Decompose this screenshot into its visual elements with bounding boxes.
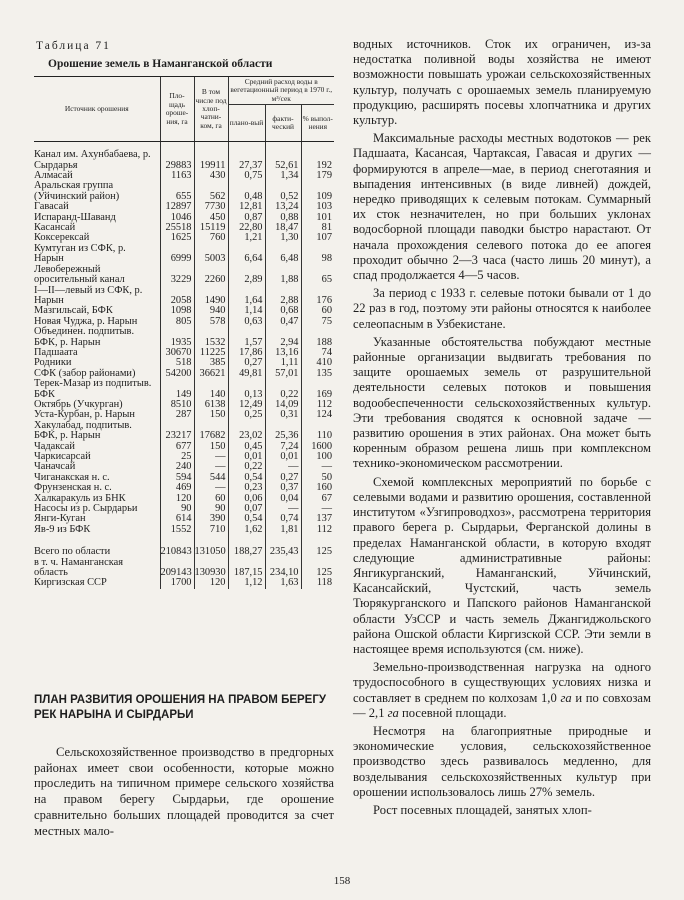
cell-cotton: 17682 — [194, 421, 228, 442]
cell-source: Хакулабад, подпитыв. БФК, р. Нарын — [34, 419, 132, 442]
cell-percent: 125 — [301, 545, 334, 557]
cell-area: 805 — [160, 317, 194, 327]
cell-actual: 18,47 — [265, 223, 301, 233]
cell-cotton: 1490 — [194, 286, 228, 307]
header-cotton: В том числе под хлоп-чатни-ком, га — [194, 77, 228, 142]
cell-source: Октябрь (Учкурган) — [34, 398, 123, 410]
paragraph-6 — [353, 660, 651, 721]
cell-actual: 2,88 — [265, 286, 301, 307]
header-flow-group: Средний расход воды в вегетационный период в 1970 г., м³/сек — [228, 77, 334, 105]
table-row — [34, 181, 334, 202]
cell-source: Аральская группа (Уйчинский район) — [34, 180, 120, 202]
cell-percent: 100 — [301, 452, 334, 462]
cell-planned: 0,25 — [228, 410, 265, 420]
cell-percent: 101 — [301, 213, 334, 223]
cell-cotton: 385 — [194, 358, 228, 368]
cell-planned: 0,75 — [228, 171, 265, 181]
cell-area: 8510 — [160, 400, 194, 410]
paragraph-7: Несмотря на благоприятные природные и экономические условия, сельскохозяйственное производство здесь развивалось медленно, для возделывания сельскохозяйственных культур при орошении использовалось лишь 27% земель. — [353, 723, 651, 799]
cell-area: 12897 — [160, 202, 194, 212]
cell-percent: — — [301, 462, 334, 472]
cell-planned: 188,27 — [228, 545, 265, 557]
cell-cotton: 5003 — [194, 244, 228, 265]
cell-area: 54200 — [160, 369, 194, 379]
cell-planned: 12,49 — [228, 400, 265, 410]
cell-cotton: 562 — [194, 181, 228, 202]
cell-area: 6999 — [160, 244, 194, 265]
cell-actual: 1,30 — [265, 233, 301, 243]
cell-actual: 0,31 — [265, 410, 301, 420]
cell-percent: 169 — [301, 379, 334, 400]
cell-planned: 27,37 — [228, 150, 265, 171]
cell-actual: 13,16 — [265, 348, 301, 358]
cell-cotton: 450 — [194, 213, 228, 223]
total-row — [34, 545, 334, 557]
cell-percent: 188 — [301, 327, 334, 348]
cell-planned: 0,27 — [228, 358, 265, 368]
paragraph-5: Схемой комплексных мероприятий по борьбе с селевыми водами и развитию орошения, составленной институтом «Узгипроводхоз», рассмотрена территория правого берега р. Сырдарьи, Ферганской долины в пределах Наманганской области, в которую входят следующие административные районы: Янгикурганский, Наманганский, Уйчинский, Касансайский, Чустский, часть земель Тюрякурганского и Папского районов Наманганской области УзССР и часть земель Джангиджольского района Ошской области Киргизской ССР. Эти земли в настоящее время используются (см. ниже). — [353, 474, 651, 656]
header-planned: плано-вый — [228, 105, 265, 142]
cell-cotton: 60 — [194, 494, 228, 504]
paragraph-1: водных источников. Сток их ограничен, из-за недостатка поливной воды хозяйства не имеют возможности повышать урожаи сельскохозяйственных культур, получать с орошаемых земель планируемую продукцию, расширять посевы хлопчатника и других культур. — [353, 37, 651, 128]
cell-actual: 0,37 — [265, 483, 301, 493]
cell-cotton: — — [194, 483, 228, 493]
cell-area: 209143 — [160, 558, 194, 579]
table-body — [34, 142, 334, 589]
paragraph-2: Максимальные расходы местных водотоков — рек Падшаата, Касансая, Чартаксая, Гавасая и других — формируются в апреле—мае, в период снеготаяния и выпадения интенсивных (в виде ливней) дождей, нередко приводящих к селевым потокам. Суммарный их сток незначителен, но при больших уклонах водосборной площади паводки быстро нарастают. От начала прохождения селевого потока до ее апогея проходит обычно 2—3 часа (часто лишь 20 минут), а спад продолжается 4—5 часов. — [353, 131, 651, 283]
cell-source: Насосы из р. Сырдарьи — [34, 503, 138, 515]
cell-area: 1163 — [160, 171, 194, 181]
cell-source: Падшаата — [34, 346, 78, 358]
cell-planned: 23,02 — [228, 421, 265, 442]
cell-source: Объединен. подпитыв. БФК, р. Нарын — [34, 326, 135, 348]
cell-actual: 6,48 — [265, 244, 301, 265]
cell-area: 677 — [160, 442, 194, 452]
cell-source: Чадаксай — [34, 440, 75, 452]
header-area: Пло-щадь ороше-ния, га — [160, 77, 194, 142]
cell-source: Канал им. Ахунбабаева, р. Сырдарья — [34, 149, 151, 171]
cell-source: Кумтуган из СФК, р. Нарын — [34, 242, 126, 265]
cell-percent: 50 — [301, 473, 334, 483]
cell-percent: 110 — [301, 421, 334, 442]
cell-actual: 0,04 — [265, 494, 301, 504]
cell-source: Уста-Курбан, р. Нарын — [34, 409, 135, 421]
unit-ha-2: га — [387, 705, 399, 720]
cell-cotton: 760 — [194, 233, 228, 243]
cell-percent: 135 — [301, 369, 334, 379]
cell-percent: 75 — [301, 317, 334, 327]
cell-area: 149 — [160, 379, 194, 400]
cell-source: Испаранд-Шаванд — [34, 211, 116, 223]
cell-actual: 0,47 — [265, 317, 301, 327]
cell-area: 469 — [160, 483, 194, 493]
paragraph-4: Указанные обстоятельства побуждают местные районные организации выдвигать требования по защите орошаемых земель от разрушительной деятельности селевых потоков и повышения водообеспеченности сельскохозяйственных культур. Эти требования сводятся к основной задаче — развитию орошения в этих районах. Она может быть коренным образом решена лишь при комплексном технико-экономическом рассмотрении. — [353, 334, 651, 471]
cell-percent: 112 — [301, 525, 334, 535]
cell-actual: 1,81 — [265, 525, 301, 535]
cell-actual: 1,88 — [265, 265, 301, 286]
cell-planned: 6,64 — [228, 244, 265, 265]
cell-source: СФК (забор районами) — [34, 367, 136, 379]
cell-planned: 1,21 — [228, 233, 265, 243]
cell-actual: 1,34 — [265, 171, 301, 181]
cell-area: 287 — [160, 410, 194, 420]
cell-cotton: 140 — [194, 379, 228, 400]
page-number: 158 — [333, 875, 351, 887]
cell-actual: — — [265, 504, 301, 514]
cell-percent: 179 — [301, 171, 334, 181]
right-column — [353, 37, 651, 821]
cell-source: Мазгильсай, БФК — [34, 305, 113, 317]
cell-actual: 0,88 — [265, 213, 301, 223]
cell-planned: 0,01 — [228, 452, 265, 462]
cell-cotton: 578 — [194, 317, 228, 327]
cell-actual: 0,52 — [265, 181, 301, 202]
cell-planned: 0,07 — [228, 504, 265, 514]
cell-area: 210843 — [160, 545, 194, 557]
cell-area: 1552 — [160, 525, 194, 535]
cell-percent: 65 — [301, 265, 334, 286]
cell-actual: 234,10 — [265, 558, 301, 579]
cell-cotton: 430 — [194, 171, 228, 181]
cell-actual: 13,24 — [265, 202, 301, 212]
cell-source: Коксерексай — [34, 232, 90, 244]
cell-actual: 14,09 — [265, 400, 301, 410]
cell-percent: 176 — [301, 286, 334, 307]
cell-actual: 2,94 — [265, 327, 301, 348]
cell-percent: 103 — [301, 202, 334, 212]
cell-area: 29883 — [160, 150, 194, 171]
cell-planned: 0,45 — [228, 442, 265, 452]
irrigation-table — [34, 76, 334, 589]
paragraph-6-part-c: посевной площади. — [398, 705, 507, 720]
cell-source: Фрунзенская н. с. — [34, 482, 112, 494]
cell-area: 2058 — [160, 286, 194, 307]
cell-actual: 0,68 — [265, 306, 301, 316]
cell-actual: 0,74 — [265, 514, 301, 524]
cell-cotton: 11225 — [194, 348, 228, 358]
cell-source: Чиганакская н. с. — [34, 471, 110, 483]
cell-source: Всего по области — [34, 546, 111, 558]
cell-percent: 60 — [301, 306, 334, 316]
cell-percent: 98 — [301, 244, 334, 265]
cell-cotton: — — [194, 462, 228, 472]
cell-area: 90 — [160, 504, 194, 514]
paragraph-3: За период с 1933 г. селевые потоки бывали от 1 до 22 раз в год, поэтому эти районы относятся к наиболее селеопасным в Узбекистане. — [353, 286, 651, 331]
cell-cotton: 131050 — [194, 545, 228, 557]
cell-planned: 0,87 — [228, 213, 265, 223]
table-row — [34, 286, 334, 307]
table-label: Таблица 71 — [36, 40, 111, 52]
cell-area: 1935 — [160, 327, 194, 348]
cell-area: 23217 — [160, 421, 194, 442]
cell-area: 3229 — [160, 265, 194, 286]
cell-source: Янги-Куган — [34, 513, 86, 525]
cell-percent: 192 — [301, 150, 334, 171]
table-row — [34, 244, 334, 265]
cell-source: Родники — [34, 357, 72, 369]
cell-source: Алмасай — [34, 170, 73, 182]
left-paragraph: Сельскохозяйственное производство в предгорных районах имеет свои особенности, которые можно проследить на типичном примере сельского хозяйства на правом берегу Сырдарьи, где орошение сравнительно больших площадей проводится за счет местных мало- — [34, 745, 334, 838]
cell-source: в т. ч. Наманганская область — [34, 556, 123, 579]
cell-cotton: 15119 — [194, 223, 228, 233]
cell-area: 25 — [160, 452, 194, 462]
cell-cotton: 150 — [194, 410, 228, 420]
cell-planned: 17,86 — [228, 348, 265, 358]
cell-cotton: 940 — [194, 306, 228, 316]
cell-actual: 1,63 — [265, 578, 301, 588]
cell-actual: 52,61 — [265, 150, 301, 171]
cell-percent: 74 — [301, 348, 334, 358]
cell-percent: 124 — [301, 410, 334, 420]
cell-actual: 0,22 — [265, 379, 301, 400]
cell-planned: 0,22 — [228, 462, 265, 472]
cell-area: 1700 — [160, 578, 194, 588]
cell-source: Яв-9 из БФК — [34, 523, 91, 535]
cell-cotton: 120 — [194, 578, 228, 588]
cell-percent: — — [301, 504, 334, 514]
cell-area: 25518 — [160, 223, 194, 233]
header-actual: факти-ческий — [265, 105, 301, 142]
cell-percent: 109 — [301, 181, 334, 202]
cell-area: 1625 — [160, 233, 194, 243]
cell-cotton: 7730 — [194, 202, 228, 212]
cell-planned: 0,48 — [228, 181, 265, 202]
cell-planned: 1,57 — [228, 327, 265, 348]
cell-cotton: 390 — [194, 514, 228, 524]
cell-planned: 2,89 — [228, 265, 265, 286]
table-row — [34, 379, 334, 400]
cell-area: 1046 — [160, 213, 194, 223]
cell-source: I—II—левый из СФК, р. Нарын — [34, 284, 143, 306]
cell-area: 594 — [160, 473, 194, 483]
cell-actual: 57,01 — [265, 369, 301, 379]
cell-area: 240 — [160, 462, 194, 472]
cell-percent: 137 — [301, 514, 334, 524]
cell-percent: 160 — [301, 483, 334, 493]
cell-cotton: 150 — [194, 442, 228, 452]
cell-source: Левобережный оросительный канал — [34, 263, 125, 286]
cell-area: 1098 — [160, 306, 194, 316]
cell-cotton: 6138 — [194, 400, 228, 410]
header-percent: % выпол-нения — [301, 105, 334, 142]
cell-cotton: 36621 — [194, 369, 228, 379]
cell-planned: 0,63 — [228, 317, 265, 327]
cell-percent: 81 — [301, 223, 334, 233]
cell-area: 30670 — [160, 348, 194, 358]
cell-planned: 0,54 — [228, 514, 265, 524]
cell-planned: 12,81 — [228, 202, 265, 212]
cell-actual: 0,01 — [265, 452, 301, 462]
cell-planned: 1,14 — [228, 306, 265, 316]
unit-ha-1: га — [560, 690, 572, 705]
cell-actual: 25,36 — [265, 421, 301, 442]
cell-source: Терек-Мазар из подпитыв. БФК — [34, 378, 152, 400]
total-row — [34, 578, 334, 588]
cell-percent: 112 — [301, 400, 334, 410]
cell-percent: 118 — [301, 578, 334, 588]
table-row — [34, 525, 334, 535]
cell-actual: 235,43 — [265, 545, 301, 557]
cell-planned: 1,12 — [228, 578, 265, 588]
cell-cotton: 19911 — [194, 150, 228, 171]
cell-planned: 22,80 — [228, 223, 265, 233]
cell-cotton: 90 — [194, 504, 228, 514]
section-heading: ПЛАН РАЗВИТИЯ ОРОШЕНИЯ НА ПРАВОМ БЕРЕГУ РЕК НАРЫНА И СЫРДАРЬИ — [34, 694, 327, 721]
cell-planned: 1,64 — [228, 286, 265, 307]
cell-planned: 187,15 — [228, 558, 265, 579]
cell-percent: 1600 — [301, 442, 334, 452]
cell-planned: 49,81 — [228, 369, 265, 379]
cell-actual: 7,24 — [265, 442, 301, 452]
cell-planned: 0,54 — [228, 473, 265, 483]
cell-area: 614 — [160, 514, 194, 524]
cell-area: 120 — [160, 494, 194, 504]
cell-cotton: — — [194, 452, 228, 462]
header-source: Источник орошения — [34, 77, 160, 142]
cell-cotton: 710 — [194, 525, 228, 535]
cell-cotton: 544 — [194, 473, 228, 483]
cell-planned: 1,62 — [228, 525, 265, 535]
cell-source: Чаркисарсай — [34, 451, 91, 462]
table-title: Орошение земель в Наманганской области — [48, 58, 273, 70]
cell-source: Киргизская ССР — [34, 577, 107, 589]
cell-area: 518 — [160, 358, 194, 368]
paragraph-6-part-a: Земельно-производственная нагрузка на одного трудоспособного в существующих условиях низка и составляет в среднем по колхозам 1,0 — [353, 660, 651, 705]
cell-planned: 0,13 — [228, 379, 265, 400]
cell-actual: 0,27 — [265, 473, 301, 483]
cell-percent: 107 — [301, 233, 334, 243]
cell-percent: 125 — [301, 558, 334, 579]
paragraph-8: Рост посевных площадей, занятых хлоп- — [373, 802, 592, 817]
total-row — [34, 558, 334, 579]
cell-actual: — — [265, 462, 301, 472]
cell-cotton: 130930 — [194, 558, 228, 579]
cell-source: Новая Чуджа, р. Нарын — [34, 315, 138, 327]
cell-area: 655 — [160, 181, 194, 202]
table-row — [34, 327, 334, 348]
table-section — [34, 40, 334, 589]
cell-percent: 67 — [301, 494, 334, 504]
cell-actual: 1,11 — [265, 358, 301, 368]
cell-planned: 0,23 — [228, 483, 265, 493]
cell-percent: 410 — [301, 358, 334, 368]
cell-source: Гавасай — [34, 201, 69, 213]
table-row — [34, 265, 334, 286]
table-row — [34, 421, 334, 442]
table-row — [34, 150, 334, 171]
cell-cotton: 2260 — [194, 265, 228, 286]
cell-cotton: 1532 — [194, 327, 228, 348]
cell-source: Касансай — [34, 222, 76, 234]
cell-planned: 0,06 — [228, 494, 265, 504]
cell-source: Халкаракуль из БНК — [34, 492, 126, 504]
paragraph-6-part-b: и по совхозам — 2,1 — [353, 690, 651, 720]
cell-source: Чаначсай — [34, 461, 76, 473]
